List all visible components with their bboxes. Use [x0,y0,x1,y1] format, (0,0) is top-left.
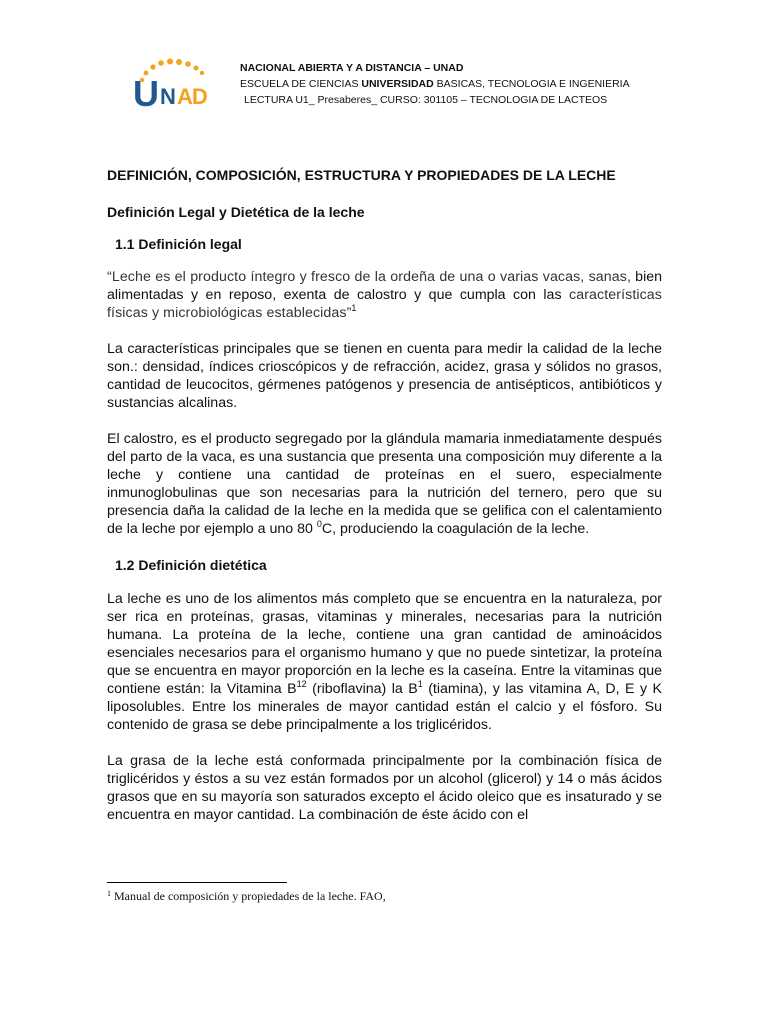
svg-text:U: U [133,73,157,114]
para2-text-1: El calostro, es el producto segregado por la glándula mamaria inmediatamente después del parto de la vaca, es una sustancia que presenta una composición muy diferente a la leche y contiene una cantidad de proteínas en el suero, especialmente inmunoglobulinas que son necesarias para la nutrición del ternero, pero que su presencia daña la calidad de la leche en la medida que se gelifica con el calentamiento de la leche por ejemplo a uno 80 [107,431,662,537]
institution-block [240,60,630,108]
para3-text-2: (riboflavina) la B [306,681,418,697]
institution-name: NACIONAL ABIERTA Y A DISTANCIA – UNAD [240,62,464,74]
quote-part-1: “Leche es el producto íntegro y fresco de la ordeña de una o varias vacas, sanas, [107,269,632,285]
school-line [240,76,630,92]
unad-logo [130,58,230,114]
paragraph-calostro [107,430,662,538]
para3-text-3: (tiamina), y las vitamina A, D, E y K liposolubles. Entre los minerales de mayor cantidad están el calcio y el fósforo. Su contenido de grasa se debe principalmente a los triglicéridos. [107,681,662,733]
document-subtitle: Definición Legal y Dietética de la leche [107,204,365,220]
footnote-mark: 1 [107,889,111,898]
section-heading-legal: 1.1 Definición legal [115,236,242,252]
footnote-reference: 1 [351,303,357,313]
quote-part-3: características físicas y microbiológicas establecidas” [107,287,662,321]
footnote-divider [107,882,287,883]
document-header [130,58,730,118]
paragraph-nutrition [107,590,662,734]
section-heading-dietetic: 1.2 Definición dietética [115,557,267,573]
course-line: LECTURA U1_ Presaberes_ CURSO: 301105 – TECNOLOGIA DE LACTEOS [244,94,608,106]
school-bold: UNIVERSIDAD [361,78,434,90]
vitamin-b1-superscript: 1 [417,679,423,689]
school-suffix: BASICAS, TECNOLOGIA E INGENIERIA [433,78,630,90]
school-prefix: ESCUELA DE CIENCIAS [240,78,362,90]
document-title: DEFINICIÓN, COMPOSICIÓN, ESTRUCTURA Y PROPIEDADES DE LA LECHE [107,167,616,183]
document-body [107,166,662,842]
footnote-text: Manual de composición y propiedades de la leche. FAO, [111,889,386,903]
footnote [107,889,662,903]
quote-part-2: bien alimentadas y en reposo, exenta de calostro y que cumpla con las [107,269,662,303]
svg-text:N: N [160,84,175,109]
para2-text-2: C, produciendo la coagulación de la leche. [321,521,590,537]
para3-text-1: La leche es uno de los alimentos más completo que se encuentra en la naturaleza, por ser rica en proteínas, grasas, vitaminas y minerales, necesarias para la nutrición humana. La proteína de la leche, contiene una gran cantidad de aminoácidos esenciales necesarios para el organismo humano y que no puede sintetizar, la proteína que se encuentra en mayor proporción en la leche es la caseína. Entre la vitaminas que contiene están: la Vitamina B [107,591,662,697]
paragraph-characteristics: La características principales que se tienen en cuenta para medir la calidad de la leche son.: densidad, índices crioscópicos y de refracción, acidez, grasa y sólidos no grasos, cantidad de leucocitos, gérmenes patógenos y presencia de antisépticos, antibióticos y sustancias alcalinas. [107,341,662,411]
paragraph-fat: La grasa de la leche está conformada principalmente por la combinación física de triglicéridos y éstos a su vez están formados por un alcohol (glicerol) y 14 o más ácidos grasos que en su mayoría son saturados excepto el ácido oleico que es insaturado y se encuentra en mayor cantidad. La combinación de éste ácido con el [107,753,662,823]
degree-superscript: 0 [316,519,322,529]
unad-logo-graphic [130,58,230,114]
vitamin-b12-superscript: 12 [296,679,307,689]
legal-definition-quote [107,268,662,322]
svg-text:AD: AD [177,84,207,109]
